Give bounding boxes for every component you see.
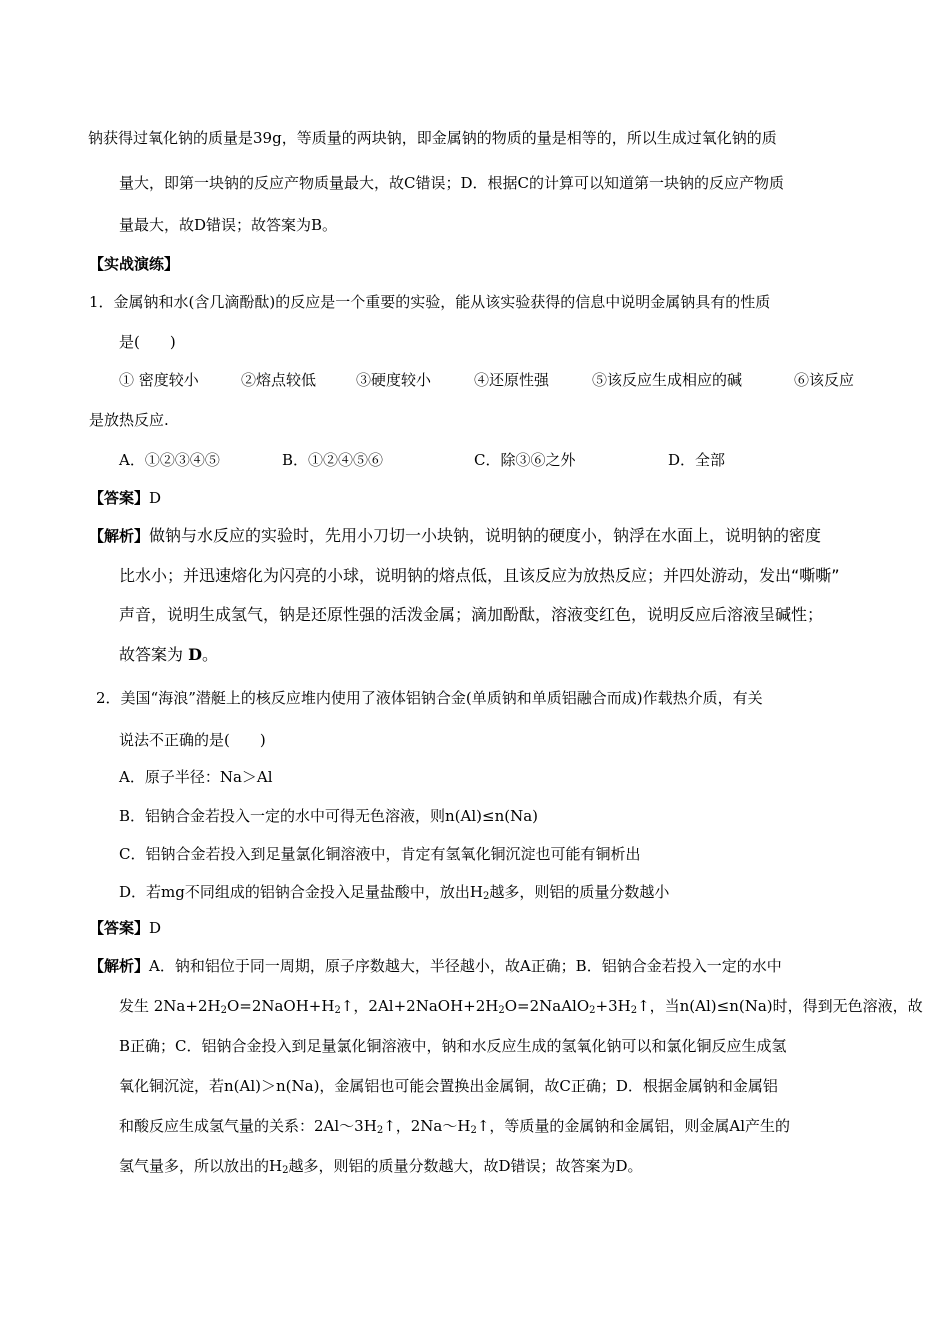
prev-text-line-1: 钠获得过氧化钠的质量是39g，等质量的两块钠，即金属钠的物质的量是相等的，所以生成过氧化钠的质 [88,129,777,147]
q1-analysis-end: 。 [201,645,218,664]
q2-option-a: A．原子半径：Na＞Al [119,768,273,786]
q2-option-c: C．铝钠合金若投入到足量氯化铜溶液中，肯定有氢氧化铜沉淀也可能有铜析出 [119,845,641,863]
q2-analysis-line-3: B正确；C．铝钠合金投入到足量氯化铜溶液中，钠和水反应生成的氢氧化钠可以和氯化铜反应生成氢 [119,1037,787,1055]
q2-rel-part-3: ↑，等质量的金属钠和金属铝，则金属Al产生的 [476,1117,791,1135]
q1-property-6: ⑥该反应 [794,371,855,389]
q2-analysis-text-1: A．钠和铝位于同一周期，原子序数越大，半径越小，故A正确；B．铝钠合金若投入一定的水中 [149,957,782,975]
q2-stem-line-1: 2．美国“海浪”潜艇上的核反应堆内使用了液体铝钠合金(单质钠和单质铝融合而成)作载热介质，有关 [96,689,763,707]
q2-eq-part-4: O=2NaAlO [504,997,590,1015]
prev-text-line-3: 量最大，故D错误；故答案为B。 [119,216,338,234]
q2-answer-value: D [149,919,162,937]
q1-answer-label: 【答案】 [89,489,150,507]
q1-analysis-text-4: 故答案为 [119,645,184,664]
q2-analysis-line-1 [89,956,782,976]
q2-end-sub-1: 2 [282,1165,289,1176]
q2-option-d-text-end: 越多，则铝的质量分数越小 [489,883,670,901]
q2-eq-part-6: ↑，当n(Al)≤n(Na)时，得到无色溶液，故 [637,997,923,1015]
q2-eq-part-5: +3H [595,997,631,1015]
q2-analysis-line-2 [119,996,923,1016]
q2-rel-part-2: ↑，2Na～H [383,1117,471,1135]
q1-analysis-text-1: 做钠与水反应的实验时，先用小刀切一小块钠，说明钠的硬度小，钠浮在水面上，说明钠的密度 [149,526,822,545]
q1-answer [89,488,161,508]
q2-eq-sub-3: 2 [498,1005,505,1016]
q2-end-part-2: 越多，则铝的质量分数越大，故D错误；故答案为D。 [288,1157,643,1175]
q2-option-d-sub: 2 [482,891,490,902]
q2-rel-sub-2: 2 [470,1125,477,1136]
q2-eq-part-3: ↑，2Al+2NaOH+2H [340,997,499,1015]
q1-property-4: ④还原性强 [474,371,550,389]
q1-option-a: A．①②③④⑤ [119,451,220,469]
q2-rel-part-1: 和酸反应生成氢气量的关系：2Al～3H [119,1117,377,1135]
q1-property-1: ① 密度较小 [119,371,199,389]
q1-stem-line-1: 1．金属钠和水(含几滴酚酞)的反应是一个重要的实验，能从该实验获得的信息中说明金属钠具有的性质 [89,293,771,311]
q1-option-c: C．除③⑥之外 [474,451,576,469]
q1-option-b: B．①②④⑤⑥ [282,451,384,469]
q1-analysis-line-1 [89,526,821,546]
q1-analysis-label: 【解析】 [89,527,150,545]
q2-eq-sub-4: 2 [589,1005,596,1016]
q1-option-d: D．全部 [668,451,726,469]
q2-eq-sub-5: 2 [630,1005,638,1016]
q2-eq-part-1: 发生 2Na+2H [119,997,221,1015]
q1-analysis-line-3: 声音，说明生成氢气，钠是还原性强的活泼金属；滴加酚酞，溶液变红色，说明反应后溶液呈碱性； [119,605,824,624]
q2-analysis-line-6 [119,1156,643,1176]
q2-option-b: B．铝钠合金若投入一定的水中可得无色溶液，则n(Al)≤n(Na) [119,807,539,825]
q1-analysis-line-4 [119,645,218,665]
q2-analysis-line-5 [119,1116,790,1136]
q1-analysis-answer: D [188,645,202,664]
q2-eq-sub-2: 2 [334,1005,341,1016]
q2-end-part-1: 氢气量多，所以放出的H [119,1157,283,1175]
q1-property-5: ⑤该反应生成相应的碱 [592,371,743,389]
q2-rel-sub-1: 2 [376,1125,384,1136]
q1-property-3: ③硬度较小 [356,371,432,389]
q1-answer-value: D [149,489,162,507]
q2-eq-part-2: O=2NaOH+H [226,997,335,1015]
q1-stem-line-4: 是放热反应. [89,411,169,429]
q1-analysis-line-2: 比水小；并迅速熔化为闪亮的小球，说明钠的熔点低，且该反应为放热反应；并四处游动，发出“嘶嘶” [119,566,840,585]
q1-stem-line-2: 是( ) [119,333,176,351]
section-title: 【实战演练】 [89,255,180,273]
q2-option-d [119,882,669,902]
q2-analysis-label: 【解析】 [89,957,150,975]
q2-analysis-line-4: 氧化铜沉淀，若n(Al)＞n(Na)，金属铝也可能会置换出金属铜，故C正确；D．根据金属钠和金属铝 [119,1077,778,1095]
q2-answer-label: 【答案】 [89,919,150,937]
q2-eq-sub-1: 2 [220,1005,227,1016]
q2-option-d-text: D．若mg不同组成的铝钠合金投入足量盐酸中，放出H [119,883,483,901]
prev-text-line-2: 量大，即第一块钠的反应产物质量最大，故C错误；D．根据C的计算可以知道第一块钠的反应产物质 [119,174,784,192]
q2-answer [89,918,161,938]
q1-property-2: ②熔点较低 [241,371,317,389]
q2-stem-line-2: 说法不正确的是( ) [119,731,266,749]
